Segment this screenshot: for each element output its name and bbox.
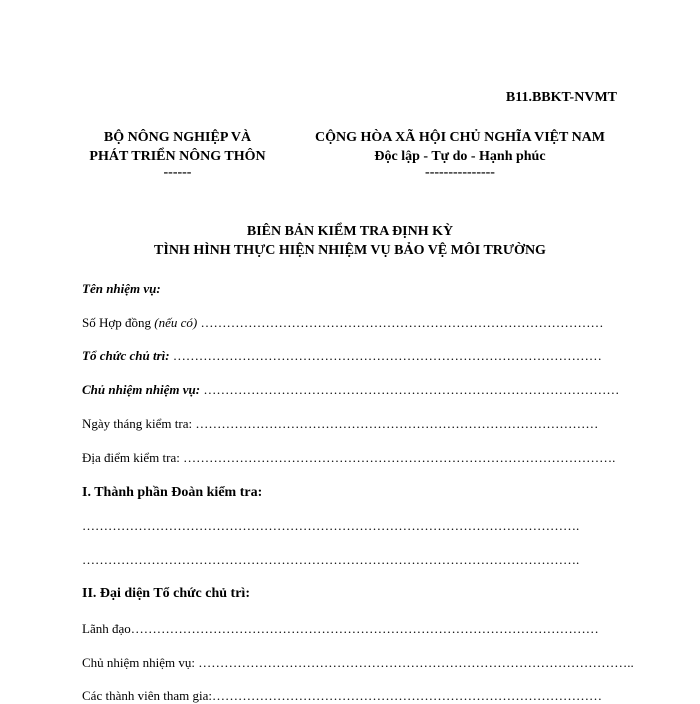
inspection-date-field: Ngày tháng kiểm tra: …………………………………………………………………………………	[82, 416, 599, 431]
task-leader-label: Chủ nhiệm nhiệm vụ:	[82, 382, 201, 397]
section1-dots-line2: …………………………………………………………………………………………………….	[82, 552, 580, 567]
title-line1: BIÊN BẢN KIỂM TRA ĐỊNH KỲ	[246, 224, 454, 239]
contract-dots: …………………………………………………………………………………	[197, 315, 604, 330]
host-org-label: Tổ chức chủ trì:	[82, 348, 170, 363]
ministry-line2: PHÁT TRIỂN NÔNG THÔN	[89, 149, 266, 164]
task-leader-field	[82, 382, 619, 398]
contract-number-field	[82, 315, 603, 331]
section2-leader-field: Lãnh đạo………………………………………………………………………………………………	[82, 621, 599, 636]
ministry-line1: BỘ NÔNG NGHIỆP VÀ	[103, 130, 252, 145]
section1-dots-line1: …………………………………………………………………………………………………….	[82, 518, 580, 533]
form-code: B11.BBKT-NVMT	[505, 90, 617, 105]
section2-heading: II. Đại diện Tổ chức chủ trì:	[82, 586, 250, 601]
republic-header	[285, 128, 635, 180]
task-name-label: Tên nhiệm vụ:	[82, 281, 161, 296]
host-org-field	[82, 348, 602, 364]
ministry-separator: ------	[163, 165, 192, 180]
republic-separator: ---------------	[425, 165, 495, 180]
contract-note: (nếu có)	[154, 315, 198, 330]
section2-members-field: Các thành viên tham gia:………………………………………………………………………………	[82, 688, 602, 703]
ministry-header	[70, 128, 285, 180]
title-line2: TÌNH HÌNH THỰC HIỆN NHIỆM VỤ BẢO VỆ MÔI TRƯỜNG	[154, 243, 546, 258]
location-field: Địa điểm kiểm tra: ……………………………………………………………………………………….	[82, 450, 616, 465]
section1-heading: I. Thành phần Đoàn kiểm tra:	[82, 485, 263, 500]
republic-motto: Độc lập - Tự do - Hạnh phúc	[374, 149, 546, 164]
document-title	[0, 222, 700, 260]
host-org-dots: ………………………………………………………………………………………	[169, 348, 602, 363]
section2-task-leader-field: Chủ nhiệm nhiệm vụ: ………………………………………………………………………………………..	[82, 655, 634, 670]
contract-number-label: Số Hợp đồng	[82, 315, 151, 330]
task-leader-dots: ……………………………………………………………………………………	[200, 382, 620, 397]
republic-line1: CỘNG HÒA XÃ HỘI CHỦ NGHĨA VIỆT NAM	[314, 130, 605, 145]
